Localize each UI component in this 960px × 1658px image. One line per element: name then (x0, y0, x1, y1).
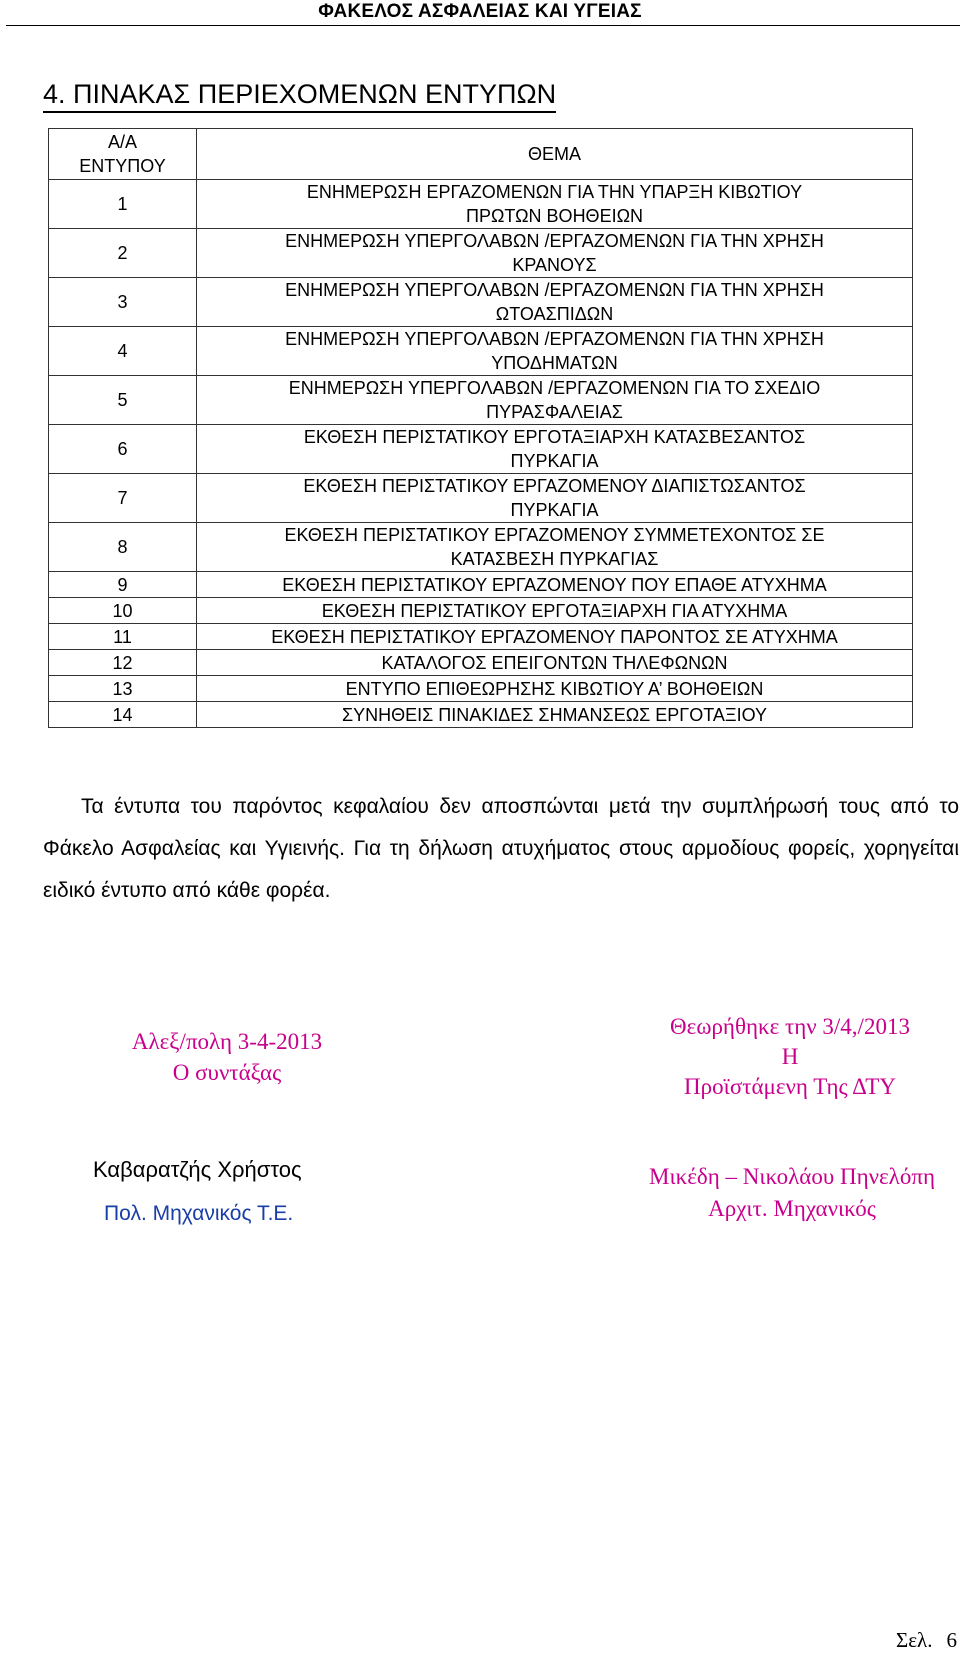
row-subject (197, 327, 913, 376)
row-number: 13 (49, 676, 197, 702)
row-subject-line1: ΕΚΘΕΣΗ ΠΕΡΙΣΤΑΤΙΚΟΥ ΕΡΓΟΤΑΞΙΑΡΧΗ ΚΑΤΑΣΒΕΣΑΝΤΟΣ (303, 427, 806, 447)
row-subject-line1: ΕΝΗΜΕΡΩΣΗ ΥΠΕΡΓΟΛΑΒΩΝ /ΕΡΓΑΖΟΜΕΝΩΝ ΓΙΑ ΤΗΝ ΧΡΗΣΗ (285, 231, 824, 251)
row-number: 10 (49, 598, 197, 624)
approver-signature-block (640, 1012, 940, 1102)
header-divider (6, 25, 960, 26)
author-name: Καβαρατζής Χρήστος (93, 1157, 302, 1182)
row-subject-line2: ΩΤΟΑΣΠΙΔΩΝ (495, 304, 614, 324)
header-form-number-line2: ΕΝΤΥΠΟΥ (79, 156, 166, 176)
table-row (49, 572, 913, 598)
table-row (49, 676, 913, 702)
page-label: Σελ. (896, 1628, 933, 1652)
row-subject-line2: ΠΡΩΤΩΝ ΒΟΗΘΕΙΩΝ (465, 206, 644, 226)
table-row (49, 702, 913, 728)
table-row (49, 180, 913, 229)
row-subject-line2: ΠΥΡΚΑΓΙΑ (510, 451, 599, 471)
row-subject-line1: ΕΝΗΜΕΡΩΣΗ ΕΡΓΑΖΟΜΕΝΩΝ ΓΙΑ ΤΗΝ ΥΠΑΡΞΗ ΚΙΒΩΤΙΟΥ (306, 182, 803, 202)
row-number: 14 (49, 702, 197, 728)
row-subject (197, 474, 913, 523)
row-subject (197, 523, 913, 572)
row-subject-line2: ΚΡΑΝΟΥΣ (512, 255, 597, 275)
approver-name-block (624, 1161, 960, 1225)
table-row (49, 229, 913, 278)
table-row (49, 278, 913, 327)
section-title: 4. ΠΙΝΑΚΑΣ ΠΕΡΙΕΧΟΜΕΝΩΝ ΕΝΤΥΠΩΝ (43, 77, 556, 113)
approver-approved-date: Θεωρήθηκε την 3/4,/2013 (670, 1014, 910, 1039)
author-place-date: Αλεξ/πολη 3-4-2013 (131, 1029, 323, 1054)
approver-name: Μικέδη – Νικολάου Πηνελόπη (649, 1164, 935, 1189)
table-row (49, 327, 913, 376)
row-number: 6 (49, 425, 197, 474)
row-subject-line1: ΕΝΗΜΕΡΩΣΗ ΥΠΕΡΓΟΛΑΒΩΝ /ΕΡΓΑΖΟΜΕΝΩΝ ΓΙΑ ΤΗΝ ΧΡΗΣΗ (285, 280, 824, 300)
row-subject-line1: ΕΚΘΕΣΗ ΠΕΡΙΣΤΑΤΙΚΟΥ ΕΡΓΑΖΟΜΕΝΟΥ ΔΙΑΠΙΣΤΩΣΑΝΤΟΣ (303, 476, 806, 496)
header-form-number-line1: Α/Α (107, 132, 137, 152)
table-row (49, 523, 913, 572)
document-header: ΦΑΚΕΛΟΣ ΑΣΦΑΛΕΙΑΣ ΚΑΙ ΥΓΕΙΑΣ (318, 1, 642, 22)
row-subject (197, 376, 913, 425)
row-number: 7 (49, 474, 197, 523)
approver-title: Αρχιτ. Μηχανικός (708, 1196, 876, 1221)
row-subject: ΕΚΘΕΣΗ ΠΕΡΙΣΤΑΤΙΚΟΥ ΕΡΓΟΤΑΞΙΑΡΧΗ ΓΙΑ ΑΤΥΧΗΜΑ (197, 598, 913, 624)
row-number: 2 (49, 229, 197, 278)
page-number-value: 6 (946, 1628, 957, 1652)
row-subject-line1: ΕΝΗΜΕΡΩΣΗ ΥΠΕΡΓΟΛΑΒΩΝ /ΕΡΓΑΖΟΜΕΝΩΝ ΓΙΑ ΤΗΝ ΧΡΗΣΗ (285, 329, 824, 349)
approver-article: Η (781, 1044, 799, 1069)
table-row (49, 624, 913, 650)
row-number: 3 (49, 278, 197, 327)
row-subject: ΣΥΝΗΘΕΙΣ ΠΙΝΑΚΙΔΕΣ ΣΗΜΑΝΣΕΩΣ ΕΡΓΟΤΑΞΙΟΥ (197, 702, 913, 728)
author-signature-block (107, 1026, 347, 1088)
table-row (49, 376, 913, 425)
header-subject: ΘΕΜΑ (197, 129, 913, 180)
header-form-number (49, 129, 197, 180)
row-subject (197, 278, 913, 327)
row-subject: ΕΝΤΥΠΟ ΕΠΙΘΕΩΡΗΣΗΣ ΚΙΒΩΤΙΟΥ Α’ ΒΟΗΘΕΙΩΝ (197, 676, 913, 702)
table-row (49, 425, 913, 474)
table-row (49, 598, 913, 624)
body-paragraph (43, 786, 959, 912)
table-row (49, 474, 913, 523)
row-number: 1 (49, 180, 197, 229)
forms-table (48, 128, 913, 728)
page-number (896, 1626, 957, 1654)
table-row (49, 650, 913, 676)
row-subject: ΚΑΤΑΛΟΓΟΣ ΕΠΕΙΓΟΝΤΩΝ ΤΗΛΕΦΩΝΩΝ (197, 650, 913, 676)
row-subject-line2: ΠΥΡΚΑΓΙΑ (510, 500, 599, 520)
row-number: 5 (49, 376, 197, 425)
approver-role: Προϊστάμενη Της ΔΤΥ (684, 1074, 896, 1099)
author-title: Πολ. Μηχανικός Τ.Ε. (104, 1202, 294, 1225)
table-header-row (49, 129, 913, 180)
row-subject-line2: ΥΠΟΔΗΜΑΤΩΝ (491, 353, 618, 373)
row-subject: ΕΚΘΕΣΗ ΠΕΡΙΣΤΑΤΙΚΟΥ ΕΡΓΑΖΟΜΕΝΟΥ ΠΑΡΟΝΤΟΣ ΣΕ ΑΤΥΧΗΜΑ (197, 624, 913, 650)
row-subject (197, 229, 913, 278)
row-subject-line1: ΕΝΗΜΕΡΩΣΗ ΥΠΕΡΓΟΛΑΒΩΝ /ΕΡΓΑΖΟΜΕΝΩΝ ΓΙΑ ΤΟ ΣΧΕΔΙΟ (288, 378, 821, 398)
row-number: 8 (49, 523, 197, 572)
row-number: 11 (49, 624, 197, 650)
row-number: 12 (49, 650, 197, 676)
row-subject-line1: ΕΚΘΕΣΗ ΠΕΡΙΣΤΑΤΙΚΟΥ ΕΡΓΑΖΟΜΕΝΟΥ ΣΥΜΜΕΤΕΧΟΝΤΟΣ ΣΕ (284, 525, 825, 545)
body-paragraph-text: Τα έντυπα του παρόντος κεφαλαίου δεν αποσπώνται μετά την συμπλήρωσή τους από το Φάκελο Ασφαλείας και Υγιεινής. Για τη δήλωση ατυχήματος στους αρμοδίους φορείς, χορηγείται ειδικό έντυπο από κάθε φορέα. (43, 795, 959, 902)
author-role: Ο συντάξας (172, 1060, 282, 1085)
row-subject-line2: ΠΥΡΑΣΦΑΛΕΙΑΣ (486, 402, 623, 422)
row-number: 4 (49, 327, 197, 376)
row-subject (197, 180, 913, 229)
row-subject: ΕΚΘΕΣΗ ΠΕΡΙΣΤΑΤΙΚΟΥ ΕΡΓΑΖΟΜΕΝΟΥ ΠΟΥ ΕΠΑΘΕ ΑΤΥΧΗΜΑ (197, 572, 913, 598)
row-number: 9 (49, 572, 197, 598)
row-subject (197, 425, 913, 474)
row-subject-line2: ΚΑΤΑΣΒΕΣΗ ΠΥΡΚΑΓΙΑΣ (450, 549, 659, 569)
